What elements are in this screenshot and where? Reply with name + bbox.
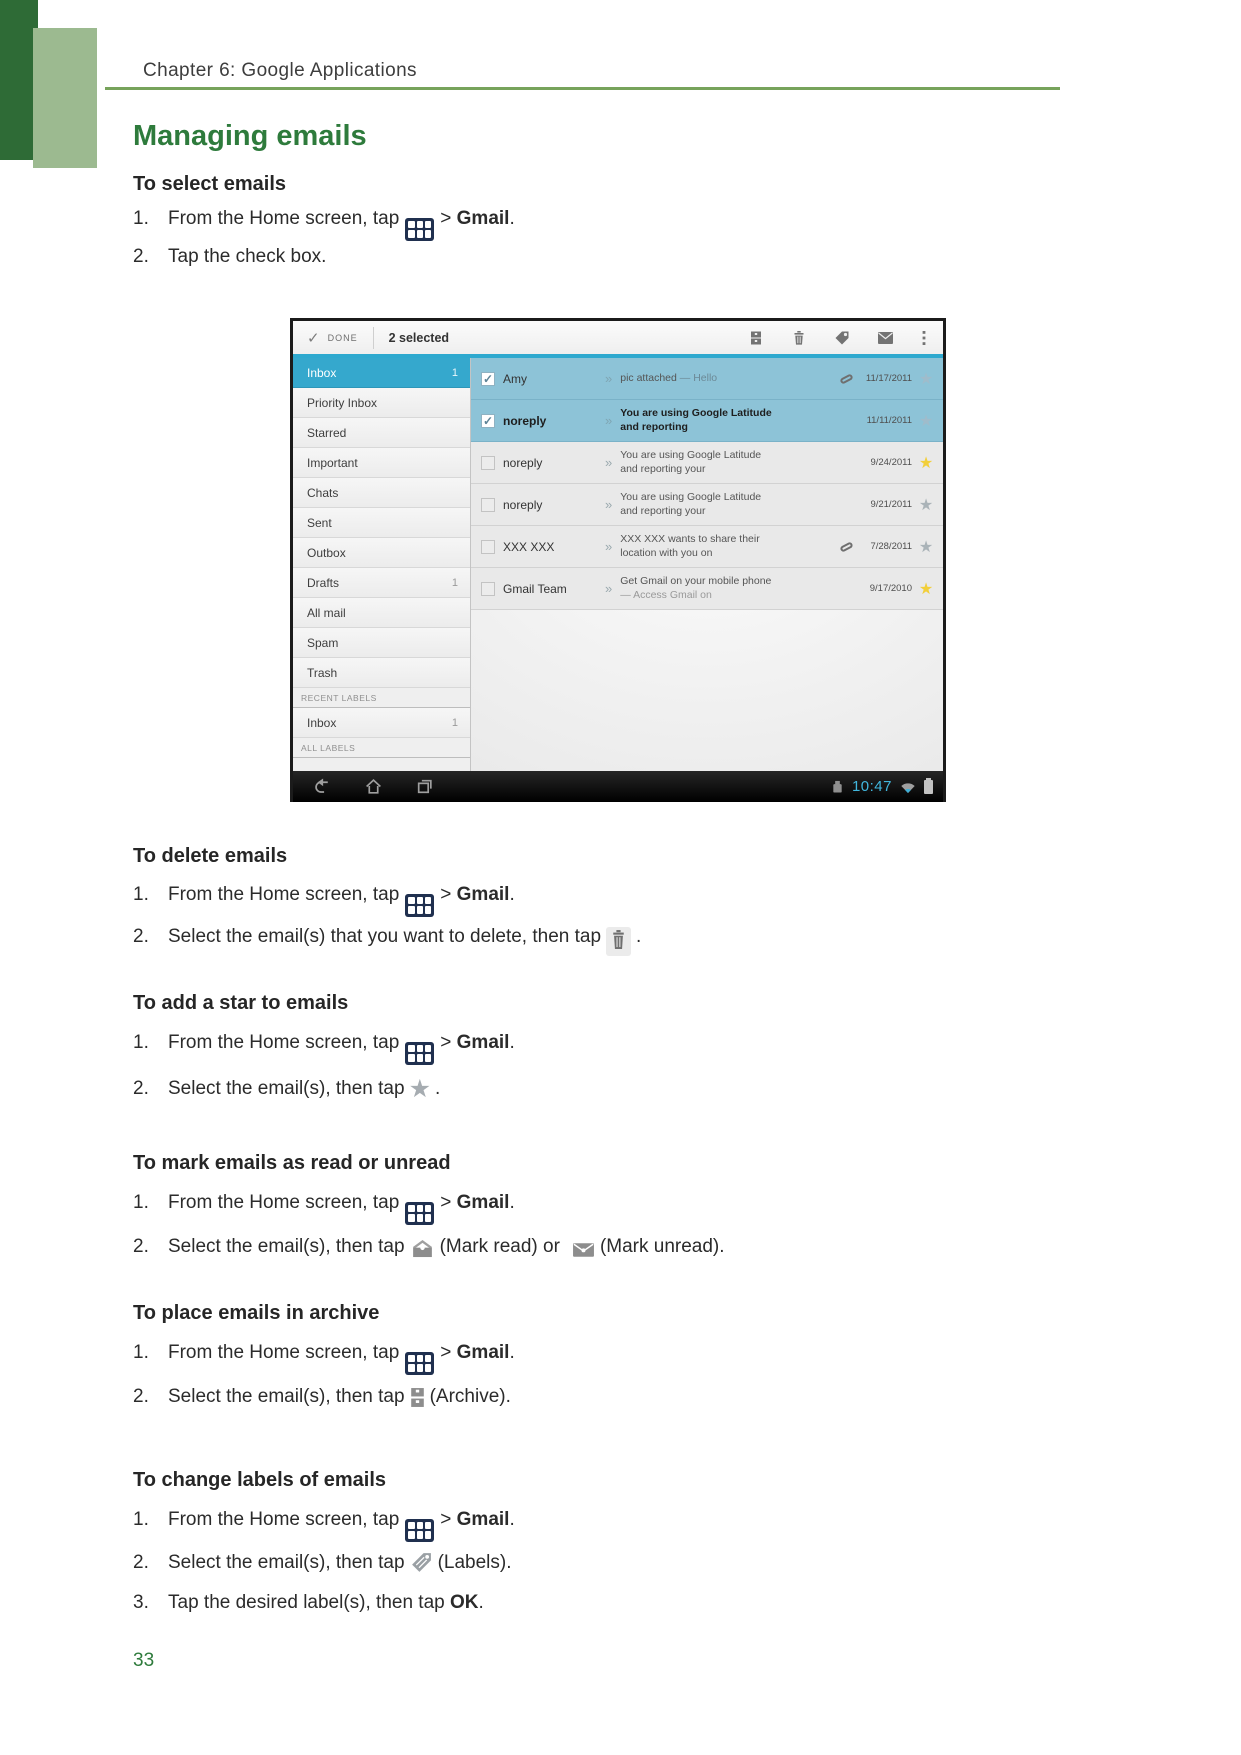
archive-icon (410, 1387, 425, 1414)
sidebar-item-drafts[interactable]: Drafts 1 (293, 568, 470, 598)
chapter-header: Chapter 6: Google Applications (143, 60, 417, 81)
section-heading-labels: To change labels of emails (133, 1469, 387, 1491)
email-row[interactable]: ✓ Amy » pic attached — Hello 11/17/2011 ★ (471, 358, 943, 400)
labels-step-3: 3. Tap the desired label(s), then tap OK. (133, 1592, 484, 1613)
all-labels-header: ALL LABELS (293, 738, 470, 758)
email-list (471, 358, 943, 771)
star-toggle-active[interactable]: ★ (918, 454, 934, 472)
checkbox-unchecked[interactable] (481, 456, 495, 470)
label-icon[interactable] (834, 330, 850, 346)
mark-read-icon (410, 1239, 435, 1264)
expand-chevron-icon: » (605, 455, 613, 470)
star-toggle[interactable]: ★ (918, 370, 934, 388)
archive-step-1: 1. From the Home screen, tap > Gmail. (133, 1342, 515, 1375)
page-title: Managing emails (133, 120, 367, 152)
done-button[interactable]: DONE (327, 332, 358, 343)
draft-count: 1 (451, 576, 458, 589)
section-heading-delete: To delete emails (133, 845, 288, 867)
archive-icon[interactable] (748, 330, 764, 346)
label-sidebar (293, 358, 471, 771)
star-toggle[interactable]: ★ (918, 412, 934, 430)
star-step-2: 2. Select the email(s), then tap ★ . (133, 1075, 441, 1103)
expand-chevron-icon: » (605, 497, 613, 512)
recent-labels-header: RECENT LABELS (293, 688, 470, 708)
star-icon: ★ (408, 1075, 431, 1103)
read-step-1: 1. From the Home screen, tap > Gmail. (133, 1192, 515, 1225)
expand-chevron-icon: » (605, 371, 613, 386)
action-bar (293, 321, 943, 354)
delete-step-1: 1. From the Home screen, tap > Gmail. (133, 884, 515, 917)
checkbox-unchecked[interactable] (481, 498, 495, 512)
apps-grid-icon (405, 218, 434, 241)
read-step-2: 2. Select the email(s), then tap (Mark read) or (Mark unread). (133, 1236, 725, 1264)
email-row[interactable]: XXX XXX » XXX XXX wants to share their location with you on 7/28/2011 ★ (471, 526, 943, 568)
sidebar-item-sent[interactable]: Sent (293, 508, 470, 538)
select-step-1: 1. From the Home screen, tap > Gmail. (133, 208, 515, 241)
sidebar-item-important[interactable]: Important (293, 448, 470, 478)
sidebar-item-spam[interactable]: Spam (293, 628, 470, 658)
email-row[interactable]: noreply » You are using Google Latitude and reporting your 9/21/2011 ★ (471, 484, 943, 526)
section-heading-read-unread: To mark emails as read or unread (133, 1152, 451, 1174)
delete-step-2: 2. Select the email(s) that you want to delete, then tap . (133, 926, 641, 956)
sidebar-item-trash[interactable]: Trash (293, 658, 470, 688)
apps-grid-icon (405, 1519, 434, 1542)
usb-icon (831, 779, 844, 794)
trash-icon[interactable] (791, 330, 807, 346)
checkbox-unchecked[interactable] (481, 540, 495, 554)
star-step-1: 1. From the Home screen, tap > Gmail. (133, 1032, 515, 1065)
battery-icon (924, 780, 933, 794)
sidebar-item-priority-inbox[interactable]: Priority Inbox (293, 388, 470, 418)
expand-chevron-icon: » (605, 413, 613, 428)
labels-step-2: 2. Select the email(s), then tap (Labels). (133, 1551, 512, 1580)
archive-step-2: 2. Select the email(s), then tap (Archive). (133, 1386, 511, 1414)
home-icon[interactable] (364, 777, 383, 796)
select-step-2: 2. Tap the check box. (133, 246, 327, 267)
done-check-icon: ✓ (307, 329, 320, 347)
mark-unread-icon[interactable] (877, 331, 894, 345)
apps-grid-icon (405, 1352, 434, 1375)
sidebar-item-starred[interactable]: Starred (293, 418, 470, 448)
sidebar-item-all-mail[interactable]: All mail (293, 598, 470, 628)
recents-icon[interactable] (415, 777, 434, 796)
section-heading-archive: To place emails in archive (133, 1302, 380, 1324)
selected-count: 2 selected (388, 330, 450, 345)
checkbox-checked[interactable]: ✓ (482, 371, 494, 386)
expand-chevron-icon: » (605, 581, 613, 596)
overflow-icon[interactable] (921, 330, 927, 346)
mark-unread-icon (572, 1242, 595, 1264)
checkbox-unchecked[interactable] (481, 582, 495, 596)
star-toggle-active[interactable]: ★ (918, 580, 934, 598)
apps-grid-icon (405, 894, 434, 917)
sidebar-item-outbox[interactable]: Outbox (293, 538, 470, 568)
action-bar-separator (373, 327, 374, 349)
checkbox-checked[interactable]: ✓ (482, 413, 494, 428)
unread-count: 1 (451, 716, 458, 729)
apps-grid-icon (405, 1202, 434, 1225)
corner-decoration-light (33, 28, 97, 168)
email-row[interactable]: noreply » You are using Google Latitude and reporting your 9/24/2011 ★ (471, 442, 943, 484)
trash-icon (606, 927, 631, 956)
expand-chevron-icon: » (605, 539, 613, 554)
sidebar-item-chats[interactable]: Chats (293, 478, 470, 508)
action-bar-icons (748, 330, 927, 346)
section-heading-select: To select emails (133, 173, 287, 195)
star-toggle[interactable]: ★ (918, 538, 934, 556)
unread-count: 1 (451, 366, 458, 379)
apps-grid-icon (405, 1042, 434, 1065)
section-heading-star: To add a star to emails (133, 992, 349, 1014)
label-icon (410, 1551, 433, 1580)
labels-step-1: 1. From the Home screen, tap > Gmail. (133, 1509, 515, 1542)
header-rule (105, 87, 1060, 90)
star-toggle[interactable]: ★ (918, 496, 934, 514)
clock: 10:47 (851, 778, 892, 795)
attachment-icon (839, 541, 853, 552)
back-icon[interactable] (313, 777, 332, 796)
gmail-screenshot (290, 318, 946, 802)
sidebar-item-inbox[interactable]: Inbox 1 (293, 358, 470, 388)
email-row[interactable]: Gmail Team » Get Gmail on your mobile phone — Access Gmail on 9/17/2010 ★ (471, 568, 943, 610)
system-nav-bar (293, 771, 943, 802)
page-number: 33 (133, 1650, 155, 1671)
sidebar-item-recent-inbox[interactable]: Inbox 1 (293, 708, 470, 738)
email-row[interactable]: ✓ noreply » You are using Google Latitude and reporting 11/11/2011 ★ (471, 400, 943, 442)
attachment-icon (839, 373, 853, 384)
wifi-icon (900, 780, 916, 794)
